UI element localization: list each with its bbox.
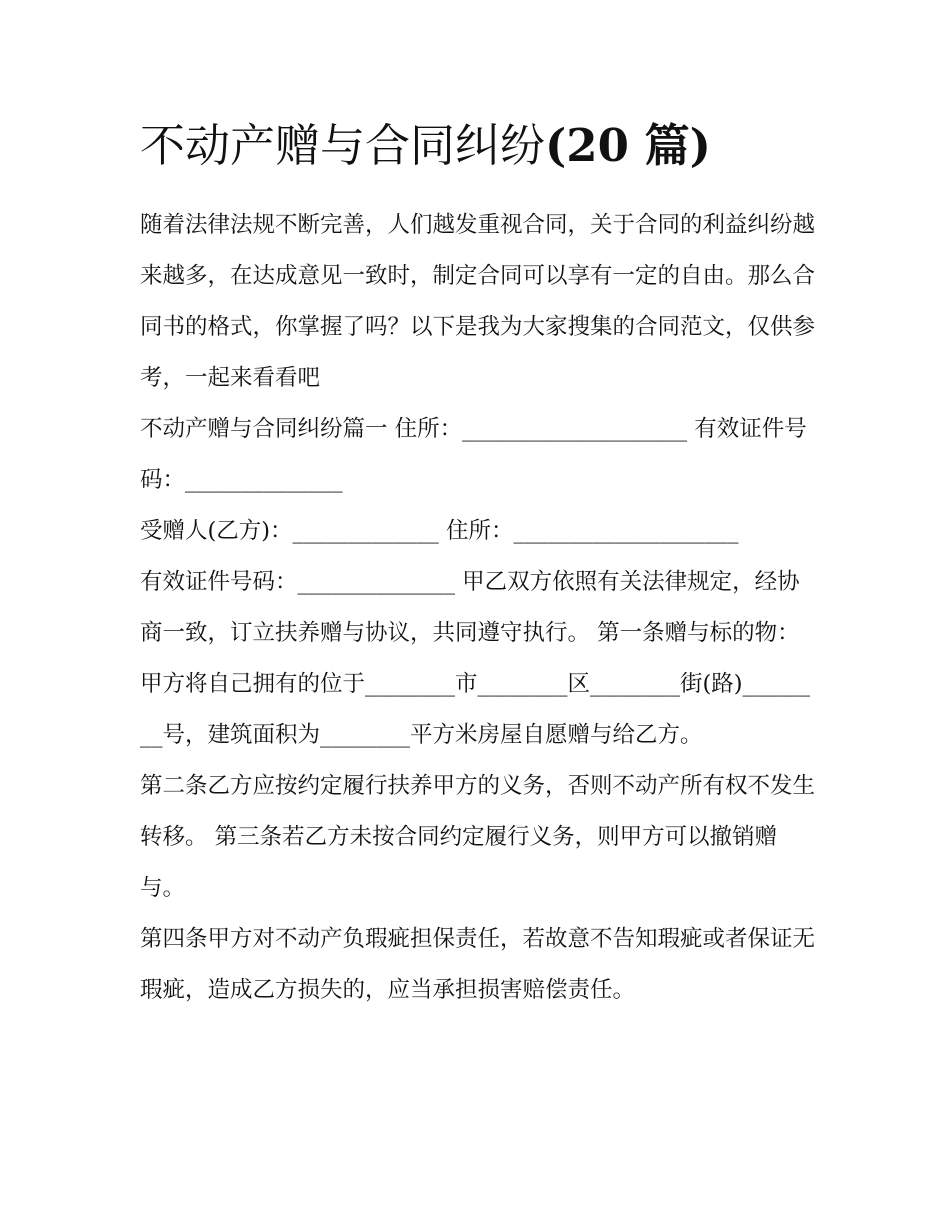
title-count: (20 篇) xyxy=(545,119,711,172)
title-text: 不动产赠与合同纠纷 xyxy=(140,119,546,172)
section-one-paragraph: 不动产赠与合同纠纷篇一 住所：____________________ 有效证件号码：______________ xyxy=(140,416,807,493)
article-two-three-paragraph: 第二条乙方应按约定履行扶养甲方的义务，否则不动产所有权不发生转移。 第三条若乙方未按合同约定履行义务，则甲方可以撤销赠与。 xyxy=(140,773,816,901)
document-title xyxy=(140,112,820,180)
article-four-paragraph: 第四条甲方对不动产负瑕疵担保责任，若故意不告知瑕疵或者保证无瑕疵，造成乙方损失的，应当承担损害赔偿责任。 xyxy=(140,926,816,1003)
id-number-paragraph: 有效证件号码：______________ 甲乙双方依照有关法律规定，经协商一致，订立扶养赠与协议，共同遵守执行。 第一条赠与标的物： xyxy=(140,569,800,646)
intro-paragraph: 随着法律法规不断完善，人们越发重视合同，关于合同的利益纠纷越来越多，在达成意见一致时，制定合同可以享有一定的自由。那么合同书的格式，你掌握了吗？以下是我为大家搜集的合同范文，仅供参考，一起来看看吧 xyxy=(140,212,816,391)
document-body xyxy=(140,112,820,1016)
property-paragraph: 甲方将自己拥有的位于________市________区________街(路)________号，建筑面积为________平方米房屋自愿赠与给乙方。 xyxy=(140,671,811,748)
recipient-paragraph: 受赠人(乙方)：_____________ 住所：____________________ xyxy=(140,518,739,544)
